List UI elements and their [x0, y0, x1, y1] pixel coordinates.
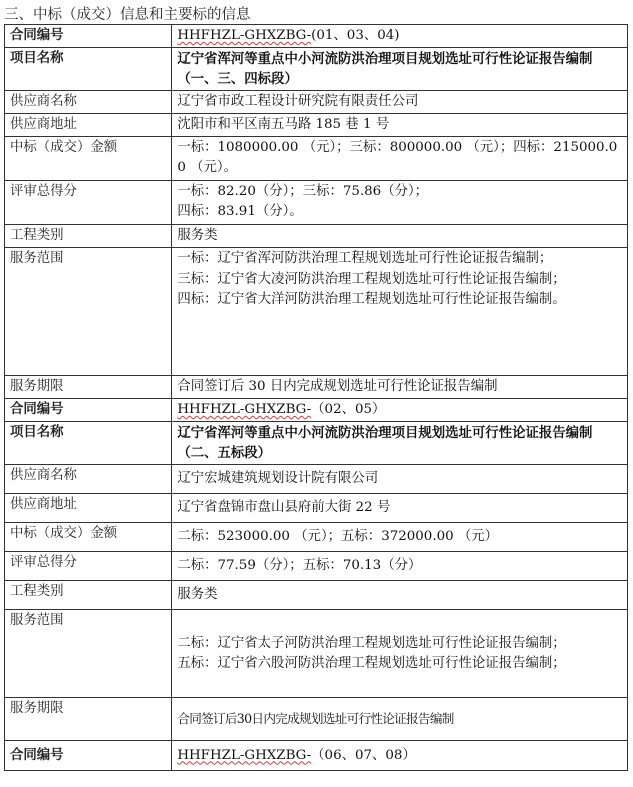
row-label-contract-no: 合同编号 — [5, 399, 172, 422]
row-value-service-scope: 二标：辽宁省太子河防洪治理工程规划选址可行性论证报告编制； 五标：辽宁省六股河防洪治理工程规划选址可行性论证报告编制； — [172, 610, 628, 698]
row-label-contract-no: 合同编号 — [5, 741, 172, 771]
row-label-award-amount: 中标（成交）金额 — [5, 523, 172, 552]
table-row — [5, 610, 628, 698]
contract-code: HHFHZL-GHXZBG- — [177, 402, 312, 417]
row-value-award-amount: 一标：1080000.00 （元）；三标：800000.00 （元）；四标：215000.00 （元）。 — [172, 137, 628, 181]
table-row — [5, 552, 628, 581]
row-label-service-scope: 服务范围 — [5, 610, 172, 698]
row-label-supplier-name: 供应商名称 — [5, 91, 172, 114]
row-value-contract-no — [172, 25, 628, 48]
table-row — [5, 523, 628, 552]
row-label-contract-no: 合同编号 — [5, 25, 172, 48]
row-label-project-type: 工程类别 — [5, 225, 172, 248]
contract-code: HHFHZL-GHXZBG- — [177, 747, 312, 763]
row-label-supplier-name: 供应商名称 — [5, 465, 172, 494]
row-value-service-period: 合同签订后30日内完成规划选址可行性论证报告编制 — [172, 698, 628, 741]
contract-lots: （02、05） — [311, 402, 386, 417]
table-row — [5, 248, 628, 376]
row-label-project-name: 项目名称 — [5, 422, 172, 465]
row-value-contract-no — [172, 741, 628, 771]
row-value-project-name: 辽宁省浑河等重点中小河流防洪治理项目规划选址可行性论证报告编制（二、五标段） — [172, 422, 628, 465]
table-row — [5, 376, 628, 399]
table-row — [5, 741, 628, 771]
table-row — [5, 399, 628, 422]
row-value-supplier-name: 辽宁省市政工程设计研究院有限责任公司 — [172, 91, 628, 114]
contract-lots: (01、03、04) — [311, 28, 400, 43]
row-value-contract-no — [172, 399, 628, 422]
table-row — [5, 114, 628, 137]
row-label-total-score: 评审总得分 — [5, 552, 172, 581]
row-label-total-score: 评审总得分 — [5, 181, 172, 225]
row-label-service-scope: 服务范围 — [5, 248, 172, 376]
table-row — [5, 181, 628, 225]
table-row — [5, 422, 628, 465]
contract-lots: （06、07、08） — [311, 747, 416, 763]
table-row — [5, 91, 628, 114]
row-value-project-type: 服务类 — [172, 225, 628, 248]
table-row — [5, 581, 628, 610]
table-row — [5, 698, 628, 741]
row-label-service-period: 服务期限 — [5, 376, 172, 399]
contract-code: HHFHZL-GHXZBG- — [177, 28, 312, 43]
row-value-total-score: 二标：77.59（分）；五标：70.13（分） — [172, 552, 628, 581]
table-row — [5, 494, 628, 523]
table-row — [5, 48, 628, 91]
row-label-award-amount: 中标（成交）金额 — [5, 137, 172, 181]
row-label-service-period: 服务期限 — [5, 698, 172, 741]
row-value-total-score: 一标：82.20（分）；三标：75.86（分）； 四标：83.91（分）。 — [172, 181, 628, 225]
row-label-project-name: 项目名称 — [5, 48, 172, 91]
section-title: 三、中标（成交）信息和主要标的信息 — [4, 7, 251, 23]
row-label-supplier-address: 供应商地址 — [5, 494, 172, 523]
table-row — [5, 137, 628, 181]
row-value-project-name: 辽宁省浑河等重点中小河流防洪治理项目规划选址可行性论证报告编制（一、三、四标段） — [172, 48, 628, 91]
row-value-supplier-name: 辽宁宏城建筑规划设计院有限公司 — [172, 465, 628, 494]
award-info-table — [4, 24, 628, 771]
row-label-supplier-address: 供应商地址 — [5, 114, 172, 137]
row-value-service-scope: 一标：辽宁省浑河防洪治理工程规划选址可行性论证报告编制； 三标：辽宁省大凌河防洪治理工程规划选址可行性论证报告编制； 四标：辽宁省大洋河防洪治理工程规划选址可行性论证报告编制。 — [172, 248, 628, 376]
row-value-award-amount: 二标：523000.00 （元）；五标：372000.00 （元） — [172, 523, 628, 552]
row-value-service-period: 合同签订后 30 日内完成规划选址可行性论证报告编制 — [172, 376, 628, 399]
table-row — [5, 225, 628, 248]
table-row — [5, 465, 628, 494]
row-value-supplier-address: 辽宁省盘锦市盘山县府前大街 22 号 — [172, 494, 628, 523]
row-label-project-type: 工程类别 — [5, 581, 172, 610]
row-value-supplier-address: 沈阳市和平区南五马路 185 巷 1 号 — [172, 114, 628, 137]
table-row — [5, 25, 628, 48]
row-value-project-type: 服务类 — [172, 581, 628, 610]
